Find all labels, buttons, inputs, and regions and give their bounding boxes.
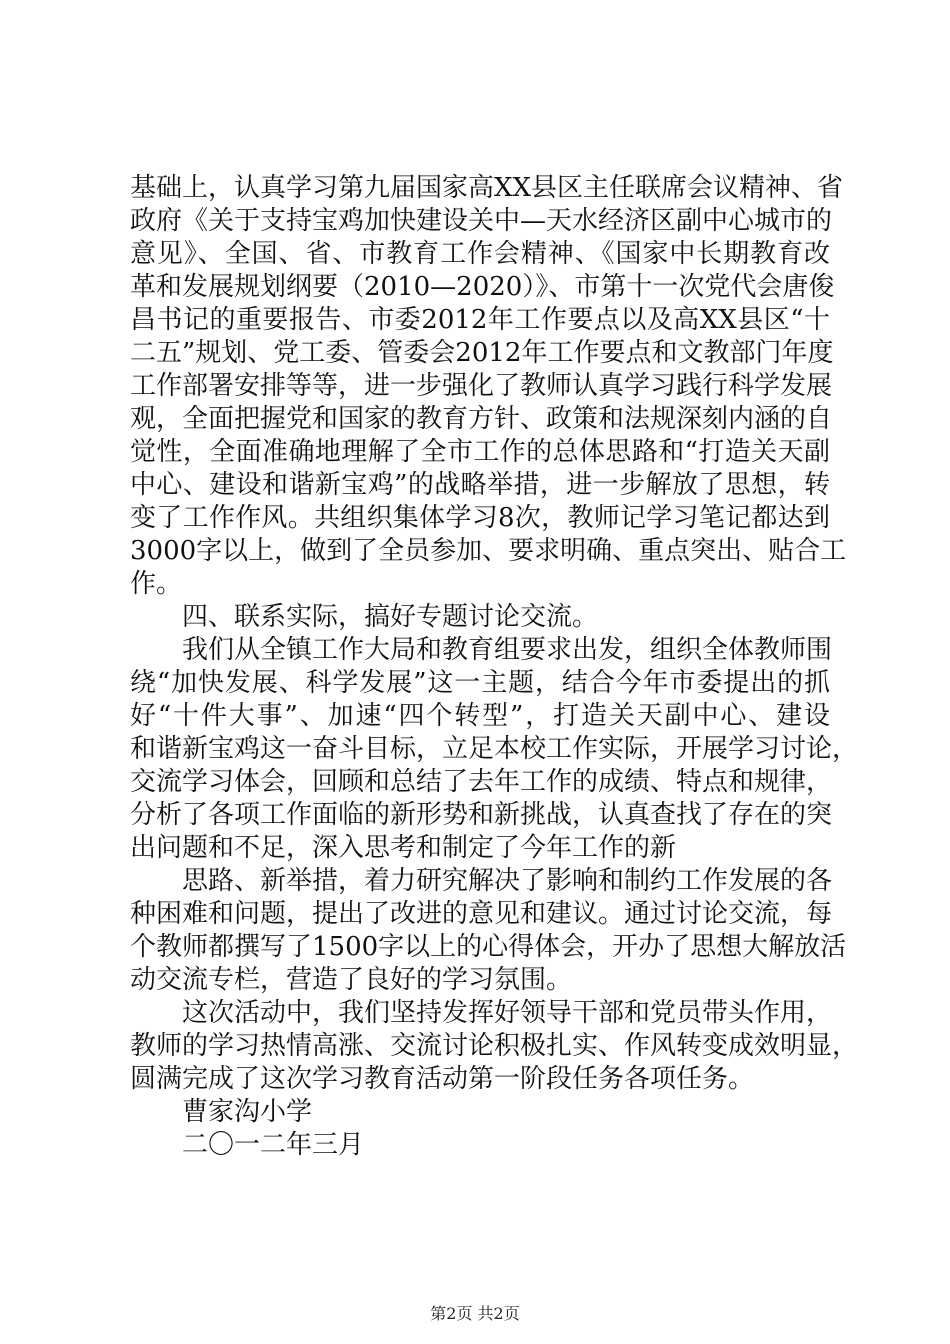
body-line: 教师的学习热情高涨、交流讨论积极扎实、作风转变成效明显， — [130, 1031, 859, 1061]
body-line: 我们从全镇工作大局和教育组要求出发，组织全体教师围 — [182, 635, 833, 665]
page-number-footer: 第2页 共2页 — [430, 1304, 520, 1323]
body-line: 分析了各项工作面临的新形势和新挑战，认真查找了存在的突 — [130, 800, 833, 830]
body-line: 变了工作作风。共组织集体学习8次，教师记学习笔记都达到 — [130, 503, 830, 533]
signature-organization: 曹家沟小学 — [182, 1097, 313, 1127]
body-line: 思路、新举措，着力研究解决了影响和制约工作发展的各 — [182, 866, 833, 896]
section-heading: 四、联系实际，搞好专题讨论交流。 — [182, 602, 599, 632]
body-line: 意见》、全国、省、市教育工作会精神、《国家中长期教育改 — [130, 239, 830, 269]
signature-date: 二〇一二年三月 — [182, 1130, 365, 1160]
body-line: 圆满完成了这次学习教育活动第一阶段任务各项任务。 — [130, 1064, 755, 1094]
body-line: 个教师都撰写了1500字以上的心得体会，开办了思想大解放活 — [130, 932, 847, 962]
body-line: 基础上，认真学习第九届国家高XX县区主任联席会议精神、省 — [130, 173, 844, 203]
body-line: 种困难和问题，提出了改进的意见和建议。通过讨论交流，每 — [130, 899, 833, 929]
body-line: 政府《关于支持宝鸡加快建设关中—天水经济区副中心城市的 — [130, 206, 833, 236]
body-line: 交流学习体会，回顾和总结了去年工作的成绩、特点和规律， — [130, 767, 833, 797]
body-line: 观，全面把握党和国家的教育方针、政策和法规深刻内涵的自 — [130, 404, 833, 434]
body-line: 3000字以上，做到了全员参加、要求明确、重点突出、贴合工 — [130, 536, 847, 566]
body-line: 二五”规划、党工委、管委会2012年工作要点和文教部门年度 — [130, 338, 834, 368]
body-line: 出问题和不足，深入思考和制定了今年工作的新 — [130, 833, 677, 863]
body-line: 作。 — [130, 569, 183, 599]
body-line: 这次活动中，我们坚持发挥好领导干部和党员带头作用， — [182, 998, 833, 1028]
body-line: 觉性，全面准确地理解了全市工作的总体思路和“打造关天副 — [130, 437, 830, 467]
document-body — [130, 172, 859, 1162]
body-line: 动交流专栏，营造了良好的学习氛围。 — [130, 965, 573, 995]
body-line: 革和发展规划纲要（2010—2020）》、市第十一次党代会唐俊 — [130, 272, 835, 302]
body-line: 昌书记的重要报告、市委2012年工作要点以及高XX县区“十 — [130, 305, 830, 335]
body-line: 工作部署安排等等，进一步强化了教师认真学习践行科学发展 — [130, 371, 833, 401]
body-line: 好“十件大事”、加速“四个转型”，打造关天副中心、建设 — [130, 701, 830, 731]
body-line: 和谐新宝鸡这一奋斗目标，立足本校工作实际，开展学习讨论， — [130, 734, 859, 764]
body-line: 中心、建设和谐新宝鸡”的战略举措，进一步解放了思想，转 — [130, 470, 830, 500]
body-line: 绕“加快发展、科学发展”这一主题，结合今年市委提出的抓 — [130, 668, 830, 698]
